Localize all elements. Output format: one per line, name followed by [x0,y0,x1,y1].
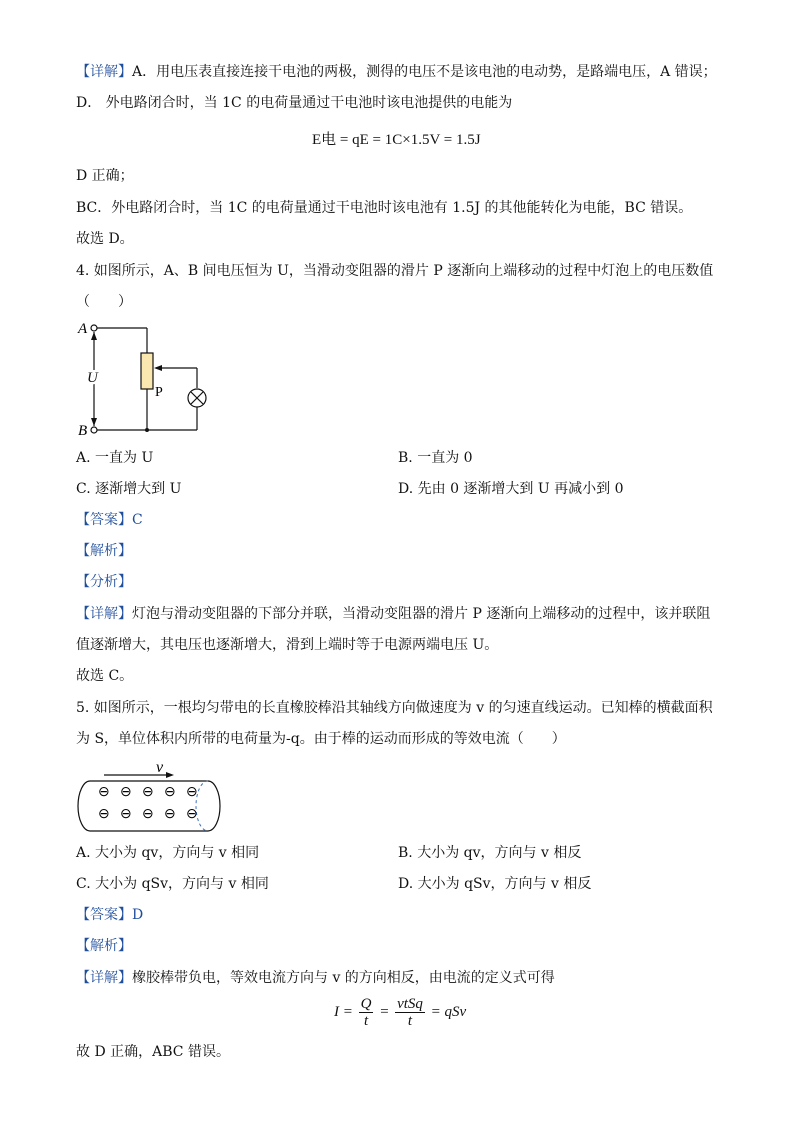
fraction-q-over-t: $\frac{Q}{t}$ [360,996,372,1029]
q4-analysis-tag: 【解析】 [76,543,132,559]
q5-stem-line1: 5. 如图所示，一根均匀带电的长直橡胶棒沿其轴线方向做速度为 v 的匀速直线运动。已知棒的横截面积 [76,700,713,716]
detail-tag: 【详解】 [76,606,132,622]
q5-option-c: C. 大小为 qSv，方向与 v 相同 [76,876,269,892]
negative-charge-icon: ⊖ [164,785,176,800]
negative-charge-icon: ⊖ [186,785,198,800]
label-B: B [78,423,88,439]
q3-detail-line4: BC．外电路闭合时，当 1C 的电荷量通过干电池时该电池有 1.5J 的其他能转化为电能，BC 错误。 [76,200,693,216]
negative-charge-icon: ⊖ [120,785,132,800]
label-v: v [156,759,164,776]
label-U: U [87,370,98,386]
negative-charge-icon: ⊖ [98,785,110,800]
q4-answer: 【答案】C [76,512,143,528]
negative-charge-icon: ⊖ [142,807,154,822]
q4-option-c: C. 逐渐增大到 U [76,481,182,497]
q5-answer: 【答案】D [76,907,144,923]
q4-option-d: D. 先由 0 逐渐增大到 U 再减小到 0 [398,481,624,497]
negative-charge-icon: ⊖ [186,807,198,822]
q3-detail-line3: D 正确； [76,168,134,184]
q5-option-a: A. 大小为 qv，方向与 v 相同 [76,845,260,861]
negative-charge-icon: ⊖ [164,807,176,822]
q4-circuit-figure [76,318,216,440]
q3-detail-line2: D． 外电路闭合时，当 1C 的电荷量通过干电池时该电池提供的电能为 [76,95,513,111]
q4-option-b: B. 一直为 0 [398,450,473,466]
slider-arrow-icon [154,365,162,371]
q5-conclusion: 故 D 正确，ABC 错误。 [76,1044,230,1060]
q4-detail-line1: 【详解】灯泡与滑动变阻器的下部分并联，当滑动变阻器的滑片 P 逐渐向上端移动的过程中，该并联阻 [76,606,711,622]
label-P: P [155,385,163,400]
rheostat-icon [141,353,153,389]
q5-rod-figure [76,756,226,836]
fraction-vtsq-over-t: $\frac{\text{vtSq}}{t}$ [397,996,423,1029]
q4-stem-line2: （ ） [76,294,132,310]
q4-conclusion: 故选 C。 [76,668,134,684]
q5-option-d: D. 大小为 qSv，方向与 v 相反 [398,876,592,892]
q4-fenxi-tag: 【分析】 [76,574,132,590]
q3-conclusion: 故选 D。 [76,231,134,247]
q5-detail-line1: 【详解】橡胶棒带负电，等效电流方向与 v 的方向相反，由电流的定义式可得 [76,970,555,986]
q5-stem-line2: 为 S，单位体积内所带的电荷量为-q。由于棒的运动而形成的等效电流（ ） [76,731,566,747]
negative-charge-icon: ⊖ [142,785,154,800]
velocity-arrow-icon [166,772,174,778]
q4-detail-line2: 值逐渐增大，其电压也逐渐增大，滑到上端时等于电源两端电压 U。 [76,637,499,653]
detail-tag: 【详解】 [76,64,132,80]
q4-stem-line1: 4. 如图所示，A、B 间电压恒为 U，当滑动变阻器的滑片 P 逐渐向上端移动的过程中灯泡上的电压数值 [76,263,714,279]
q5-analysis-tag: 【解析】 [76,938,132,954]
q5-option-b: B. 大小为 qv，方向与 v 相反 [398,845,582,861]
negative-charge-icon: ⊖ [120,807,132,822]
q3-detail-line1: 【详解】A．用电压表直接连接干电池的两极，测得的电压不是该电池的电动势，是路端电压，A 错误； [76,64,717,80]
negative-charge-icon: ⊖ [98,807,110,822]
detail-tag: 【详解】 [76,970,132,986]
q4-option-a: A. 一直为 U [76,450,154,466]
q3-equation: E电 = qE = 1C×1.5V = 1.5J [312,132,481,148]
q5-equation: I = $\frac{Q}{t}$ = $\frac{\text{vtSq}}{t}$ = qSv [334,996,467,1029]
label-A: A [78,321,88,337]
